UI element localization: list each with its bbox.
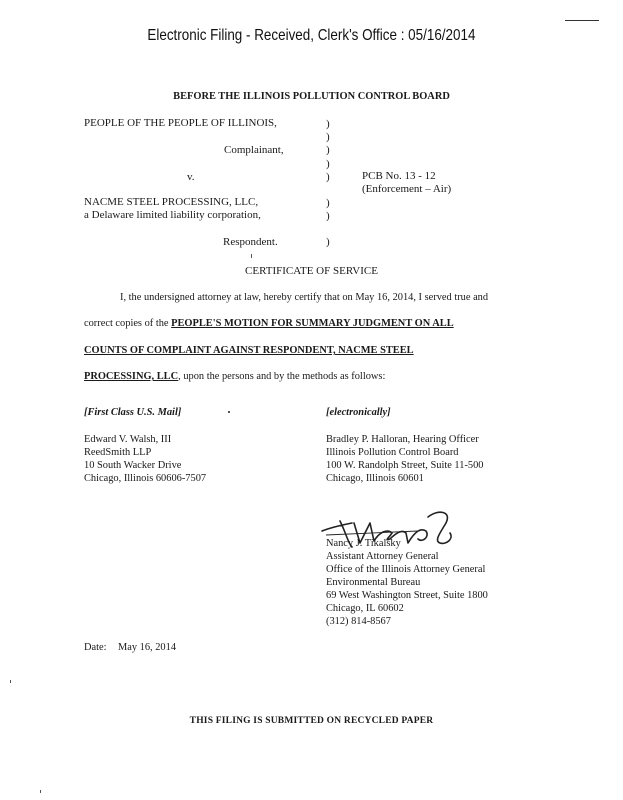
caption-paren: ) — [326, 158, 330, 170]
body-line-2: correct copies of the PEOPLE'S MOTION FOR SUMMARY JUDGMENT ON ALL — [84, 318, 454, 329]
case-number: PCB No. 13 - 12 — [362, 170, 436, 182]
signer-line: Assistant Attorney General — [326, 551, 439, 562]
caption-paren: ) — [326, 118, 330, 130]
scan-speck — [251, 254, 252, 258]
service-left-line: Chicago, Illinois 60606-7507 — [84, 473, 207, 484]
caption-paren: ) — [326, 210, 330, 222]
defendant-name: NACME STEEL PROCESSING, LLC, — [84, 196, 259, 208]
service-right-line: 100 W. Randolph Street, Suite 11-500 — [326, 460, 484, 471]
defendant-description: a Delaware limited liability corporation, — [84, 209, 261, 221]
recycled-paper-footer: THIS FILING IS SUBMITTED ON RECYCLED PAPER — [189, 716, 434, 726]
caption-paren: ) — [326, 171, 330, 183]
date-label: Date: — [84, 642, 107, 653]
body-line-4: PROCESSING, LLC, upon the persons and by the methods as follows: — [84, 371, 386, 382]
service-method-left: [First Class U.S. Mail] — [84, 407, 182, 418]
signer-line: 69 West Washington Street, Suite 1800 — [326, 590, 488, 601]
signer-line: Environmental Bureau — [326, 577, 421, 588]
filing-stamp: Electronic Filing - Received, Clerk's Office : 05/16/2014 — [147, 27, 476, 44]
caption-paren: ) — [326, 131, 330, 143]
caption-paren: ) — [326, 144, 330, 156]
plaintiff-role: Complainant, — [224, 144, 284, 156]
signer-line: (312) 814-8567 — [326, 616, 391, 627]
caption-paren: ) — [326, 197, 330, 209]
versus: v. — [187, 171, 195, 183]
body-line-1: I, the undersigned attorney at law, hereby certify that on May 16, 2014, I served true and — [120, 292, 489, 303]
stamp-dash — [565, 20, 599, 21]
defendant-role: Respondent. — [223, 236, 278, 248]
date-value: May 16, 2014 — [118, 642, 177, 653]
signer-name: Nancy J. Tikalsky — [326, 538, 401, 549]
service-right-line: Chicago, Illinois 60601 — [326, 473, 424, 484]
certificate-title: CERTIFICATE OF SERVICE — [245, 265, 378, 277]
service-left-line: 10 South Wacker Drive — [84, 460, 182, 471]
board-heading: BEFORE THE ILLINOIS POLLUTION CONTROL BOARD — [173, 91, 450, 102]
service-right-line: Bradley P. Halloran, Hearing Officer — [326, 434, 479, 445]
case-type: (Enforcement – Air) — [362, 183, 452, 195]
service-left-line: ReedSmith LLP — [84, 447, 152, 458]
service-right-line: Illinois Pollution Control Board — [326, 447, 459, 458]
service-left-line: Edward V. Walsh, III — [84, 434, 172, 445]
scan-speck — [40, 790, 41, 793]
service-method-right: [electronically] — [326, 407, 391, 418]
body-line-3: COUNTS OF COMPLAINT AGAINST RESPONDENT, NACME STEEL — [84, 345, 414, 356]
respondent-name: PROCESSING, LLC — [84, 371, 179, 382]
signer-line: Office of the Illinois Attorney General — [326, 564, 486, 575]
caption-paren: ) — [326, 236, 330, 248]
plaintiff-name: PEOPLE OF THE PEOPLE OF ILLINOIS, — [84, 117, 277, 129]
motion-title: PEOPLE'S MOTION FOR SUMMARY JUDGMENT ON ALL — [171, 318, 454, 329]
signer-line: Chicago, IL 60602 — [326, 603, 404, 614]
scan-speck — [10, 680, 11, 683]
scan-speck — [228, 411, 230, 413]
